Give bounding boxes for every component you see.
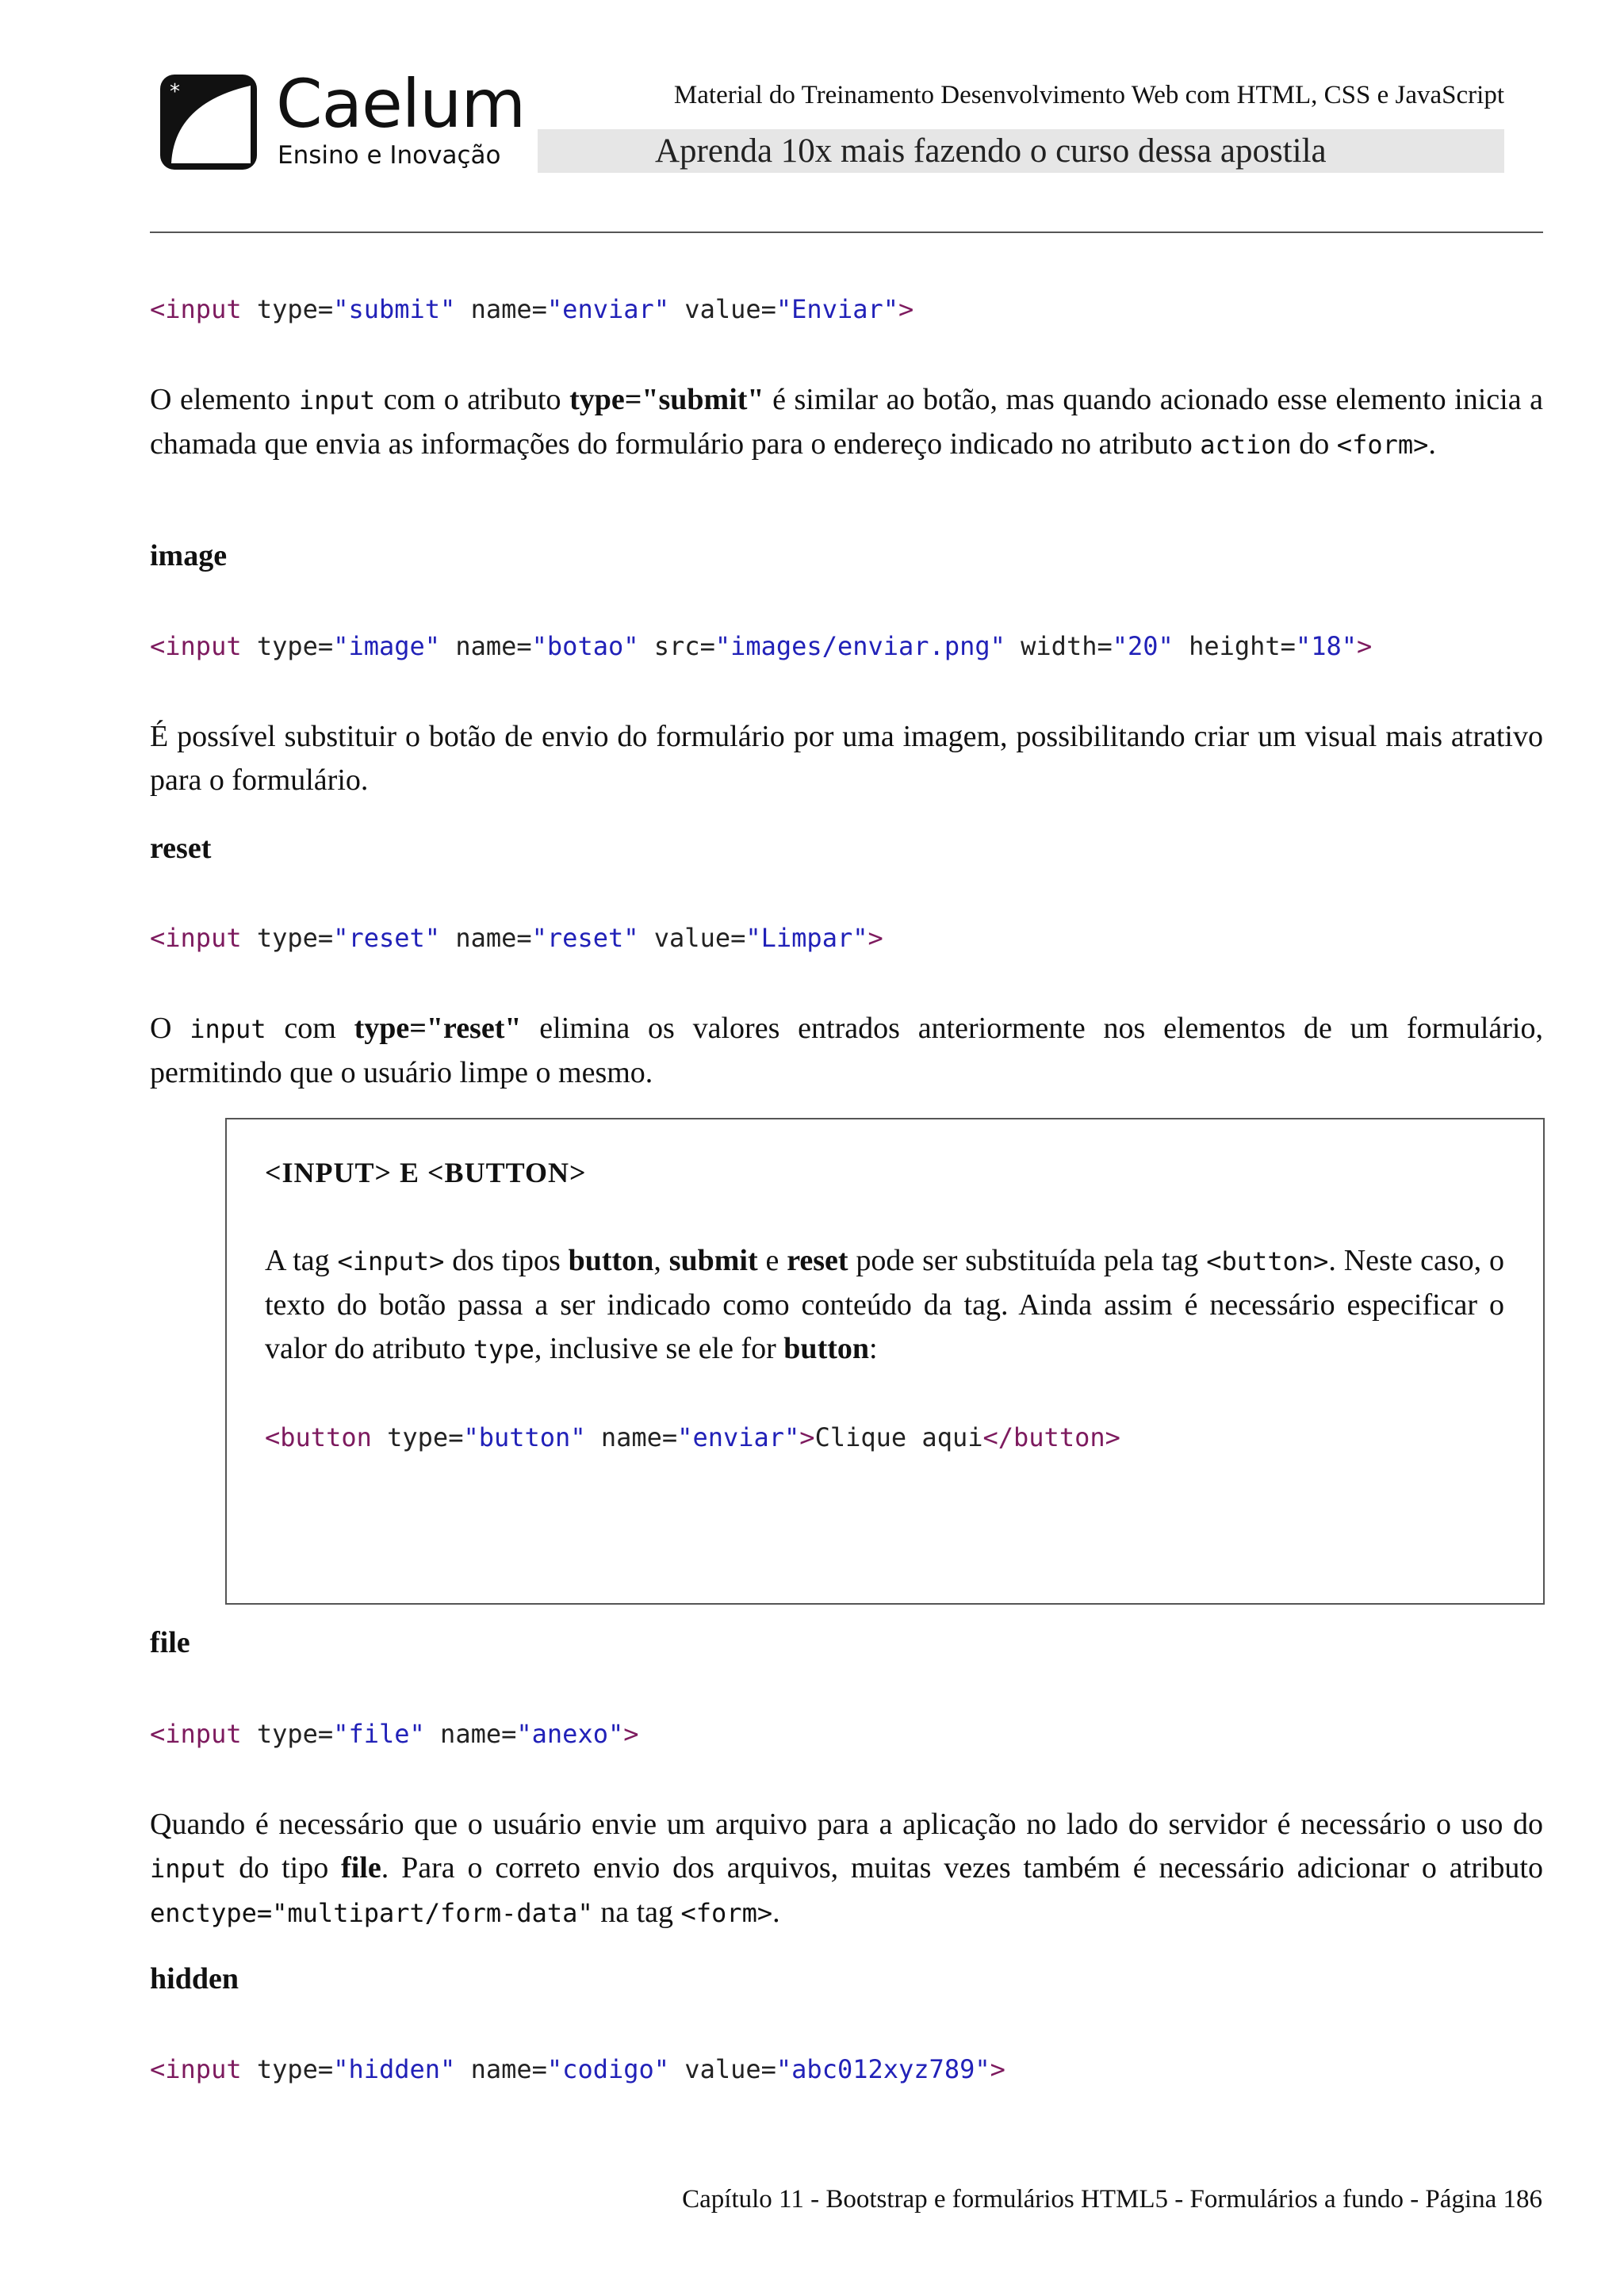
header-divider [150,232,1543,233]
submit-paragraph: O elemento input com o atributo type="submit" é similar ao botão, mas quando acionado esse elemento inicia a chamada que envia as informações do formulário para o endereço indicado no atributo action do <form>. [150,383,1544,461]
promo-text: Aprenda 10x mais fazendo o curso dessa apostila [655,132,1327,170]
image-paragraph: É possível substituir o botão de envio do formulário por uma imagem, possibilitando criar um visual mais atrativo para o formulário. [150,720,1543,797]
code-file: <input type="file" name="anexo"> [150,1719,639,1749]
page-footer: Capítulo 11 - Bootstrap e formulários HTML5 - Formulários a fundo - Página 186 [682,2185,1542,2214]
logo-tagline: Ensino e Inovação [278,141,501,170]
code-button: <button type="button" name="enviar">Clique aqui</button> [265,1422,1120,1452]
material-title: Material do Treinamento Desenvolvimento Web com HTML, CSS e JavaScript [673,81,1504,109]
heading-image: image [150,539,228,572]
code-reset: <input type="reset" name="reset" value="Limpar"> [150,923,883,953]
caelum-logo-icon [157,71,260,173]
heading-file: file [150,1626,190,1659]
heading-hidden: hidden [150,1962,239,1996]
code-hidden: <input type="hidden" name="codigo" value="abc012xyz789"> [150,2054,1005,2084]
code-image: <input type="image" name="botao" src="images/enviar.png" width="20" height="18"> [150,631,1373,661]
logo-name: Caelum [276,65,526,143]
note-paragraph: A tag <input> dos tipos button, submit e reset pode ser substituída pela tag <button>. Neste caso, o texto do botão passa a ser indicado como conteúdo da tag. Ainda assim é necessário especificar o valor do atributo type, inclusive se ele for button: [265,1244,1504,1365]
note-title: <INPUT> E <BUTTON> [265,1157,587,1188]
code-submit: <input type="submit" name="enviar" value="Enviar"> [150,294,914,324]
file-paragraph: Quando é necessário que o usuário envie um arquivo para a aplicação no lado do servidor é necessário o uso do input do tipo file. Para o correto envio dos arquivos, muitas vezes também é necessário adicionar o atributo enctype="multipart/form-data" na tag <form>. [150,1808,1543,1929]
reset-paragraph: O input com type="reset" elimina os valores entrados anteriormente nos elementos de um formulário, permitindo que o usuário limpe o mesmo. [150,1012,1543,1089]
heading-reset: reset [150,832,212,865]
svg-text:*: * [170,80,180,104]
